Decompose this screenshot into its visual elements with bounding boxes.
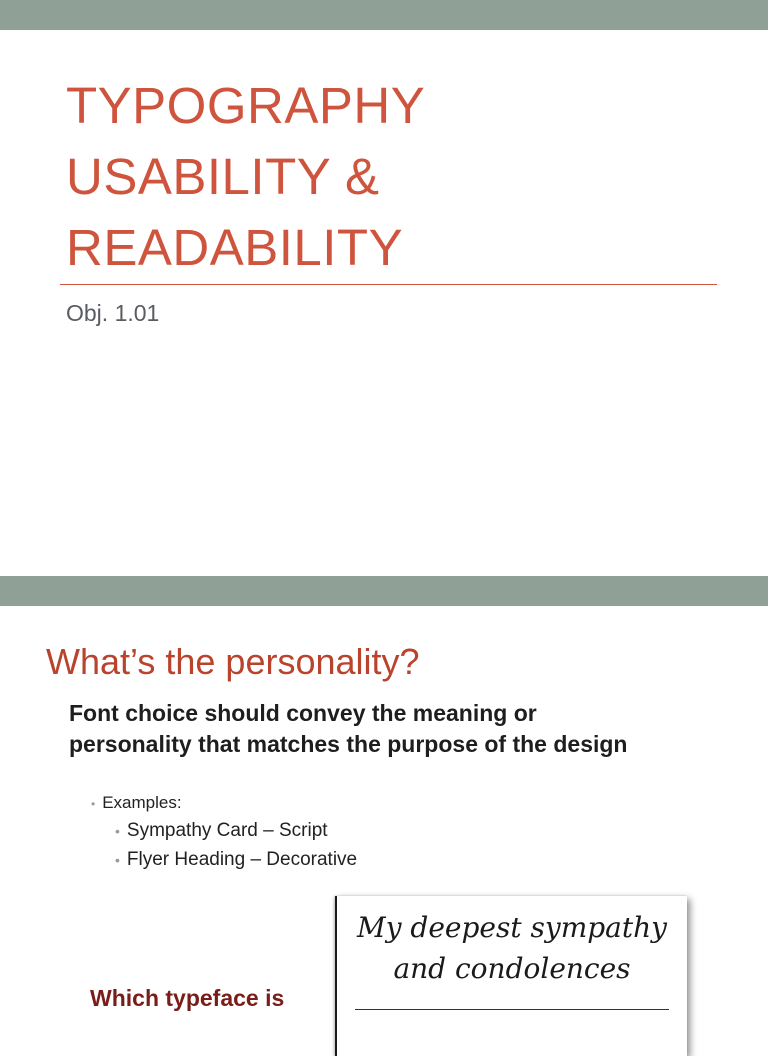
slide-title-line: TYPOGRAPHY [66,77,426,134]
slide-title-line: READABILITY [66,219,404,276]
card-script-line: and condolences [393,952,631,985]
slide-title-line: USABILITY & [66,148,380,205]
slide-title [66,70,425,283]
sympathy-card-image [335,896,687,1056]
title-divider [60,284,717,285]
card-signature-line [355,1009,669,1010]
bullet-examples [91,793,182,813]
slide2-body-text: Font choice should convey the meaning or personality that matches the purpose of the design [69,700,628,757]
bullet-sympathy-card [115,820,328,842]
bullet-label: Examples: [102,793,182,812]
bullet-label: Flyer Heading – Decorative [126,849,358,870]
slide2-title: What’s the personality? [46,641,420,682]
card-script-line: My deepest sympathy [357,911,667,944]
bullet-label: Sympathy Card – Script [126,820,328,841]
top-accent-band [0,0,768,30]
bullet-dot-icon: • [115,823,120,839]
bullet-dot-icon: • [115,852,120,868]
slide-subtitle: Obj. 1.01 [66,300,160,326]
bullet-flyer-heading [115,849,357,871]
question-text: Which typeface is [90,985,285,1011]
bullet-dot-icon: • [91,797,96,811]
slide-separator-band [0,576,768,606]
